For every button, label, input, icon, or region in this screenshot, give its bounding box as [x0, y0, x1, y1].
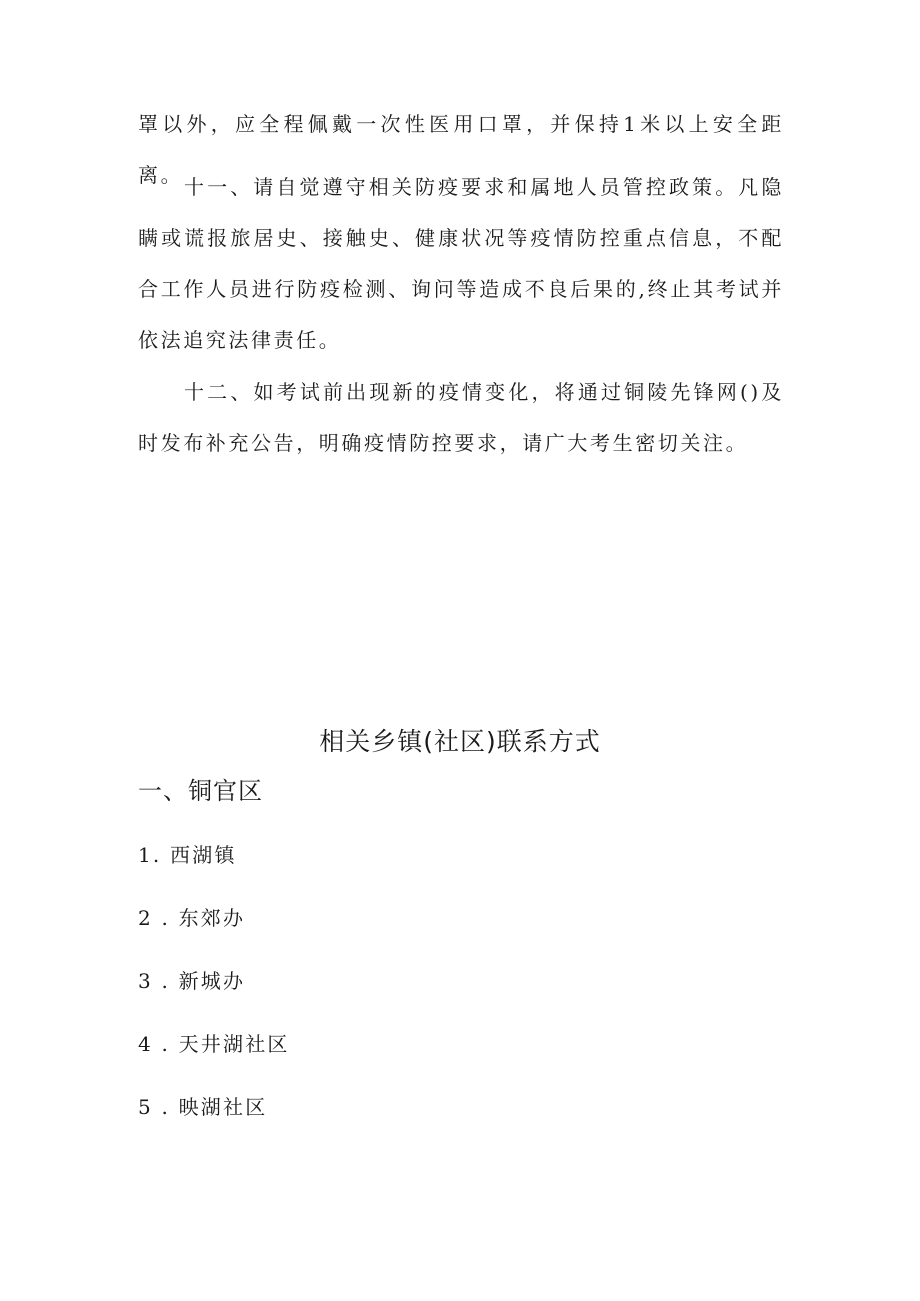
list-item: 4 . 天井湖社区 — [138, 1032, 290, 1056]
list-item: 3 . 新城办 — [138, 969, 246, 993]
list-item: 1. 西湖镇 — [138, 843, 237, 867]
township-list — [138, 834, 290, 1149]
paragraph-item-eleven: 十一、请自觉遵守相关防疫要求和属地人员管控政策。凡隐瞒或谎报旅居史、接触史、健康状况等疫情防控重点信息，不配合工作人员进行防疫检测、询问等造成不良后果的,终止其考试并依法追究法律责任。 — [138, 175, 784, 352]
list-item: 2 . 东郊办 — [138, 906, 246, 930]
list-item: 5 . 映湖社区 — [138, 1095, 268, 1119]
paragraph-item-twelve: 十二、如考试前出现新的疫情变化，将通过铜陵先锋网()及时发布补充公告，明确疫情防控要求，请广大考生密切关注。 — [138, 380, 784, 455]
appendix-title: 相关乡镇(社区)联系方式 — [319, 727, 601, 756]
district-heading: 一、铜官区 — [138, 777, 263, 805]
paragraph-continuation: 罩以外，应全程佩戴一次性医用口罩，并保持1米以上安全距离。 — [138, 112, 784, 187]
